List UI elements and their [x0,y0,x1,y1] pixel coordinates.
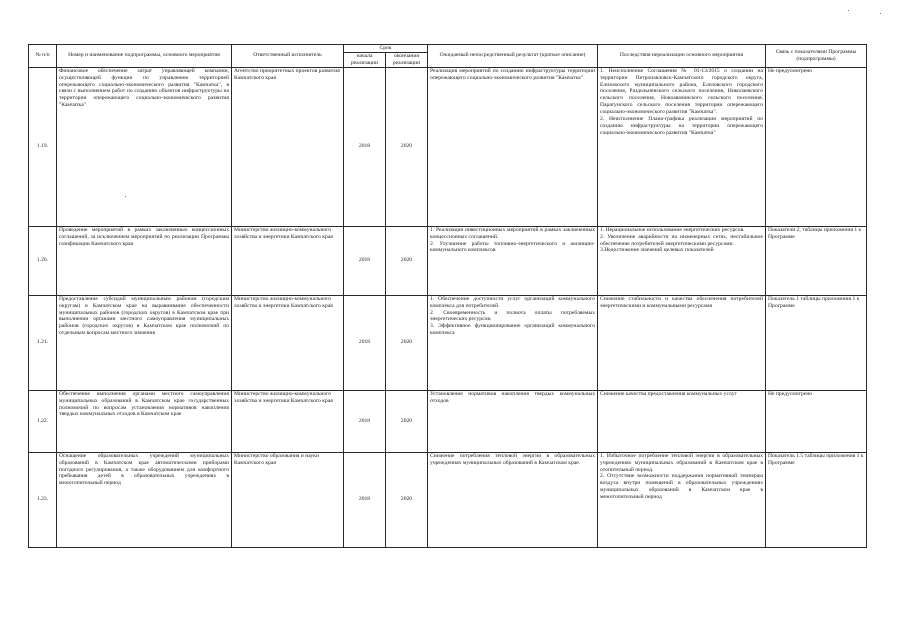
scan-speck [848,10,849,11]
col-header-num: № п/п [29,45,57,68]
row-number: 1.19. [29,67,57,226]
responsible-executor: Министерство жилищно-коммунального хозяйства и энергетики Камчатского края [232,226,344,295]
consequence-item: 1. Неисполнение Соглашения № 01-13/2015 о создании на территории Петропавловск-Камчатского городского округа, Елизовского муниципального района, Елизовского городского поселения, Раздольненского сельского поселения, Николаевского сельского поселения, Новоавачинского сельского поселения, Паратунского сельского поселения территории опережающего социально-экономического развития "Камчатка". [600,67,764,116]
result-item: 1. Реализация инвестиционных мероприятий в рамках заключенных концессионных соглашений. [430,226,596,240]
responsible-executor: Министерство жилищно-коммунального хозяйства и энергетики Камчатского края [232,295,344,390]
consequence-cell: Снижение стабильности и качества обеспечения потребителей энергетическими и коммунальными ресурсами [598,295,766,390]
table-row [29,67,867,226]
expected-result: Реализация мероприятий по созданию инфраструктуры территории опережающего социально-экономического развития "Камчатка" [428,67,598,226]
end-year: 2020 [386,67,428,226]
result-item: 2. Улучшение работы топливно-энергетического и жилищно-коммунального комплексов [430,240,596,254]
start-year: 2018 [344,226,386,295]
indicator-link: Показатели 2, таблицы приложения 1 к Программе [766,226,867,295]
col-header-link: Связь с показателями Программы (подпрограммы) [766,45,867,68]
consequence-item: 1. Нерациональное использование энергетических ресурсов. [600,226,745,233]
indicator-link: Не предусмотрено [766,67,867,226]
end-year: 2020 [386,452,428,547]
col-header-name: Номер и наименование подпрограммы, основного мероприятия [57,45,232,68]
result-item: 3. Эффективное функционирование организаций коммунального комплекса [430,323,596,337]
scan-speck [880,13,881,14]
expected-result [428,226,598,295]
row-number: 1.20. [29,226,57,295]
consequence-cell [598,67,766,226]
col-header-resp: Ответственный исполнитель [232,45,344,68]
row-number: 1.21. [29,295,57,390]
expected-result: Установление нормативов накопления твердых коммунальных отходов [428,390,598,452]
consequence-item: 1. Избыточное потребление тепловой энергии в образовательных учреждениях муниципальных образований в Камчатском крае в отопительный период. [600,452,764,473]
start-year: 2018 [344,67,386,226]
end-year: 2020 [386,295,428,390]
table-row [29,226,867,295]
consequence-item: 2. Отсутствие возможности поддержания нормативной темпераы воздуха внутри помещений в образовательных учреждениях муниципальных образований в Камчатском крае в межотопительный период [600,473,764,501]
responsible-executor: Министерство жилищно-коммунального хозяйства и энергетики Камчатского края [232,390,344,452]
measure-name: Проведение мероприятий в рамках заключенных концессионных соглашений, за исключением мероприятий по реализации Программы газификации Камчатского края [57,226,232,295]
responsible-executor: Агентство приоритетных проектов развития Камчатского края [232,67,344,226]
start-year: 2018 [344,295,386,390]
consequence-item: 2. Неисполнение Плана-графика реализации мероприятий по созданию инфраструктуры на территории опережающего социально-экономического развития "Камчатка" [600,116,764,136]
col-header-consequence: Последствия нереализации основного мероприятия [598,45,766,68]
consequence-cell [598,226,766,295]
consequence-item: 3.Недостижение значений целевых показателей [600,247,714,254]
header-row [29,45,867,53]
start-year: 2018 [344,452,386,547]
result-item: 1. Обеспечение доступности услуг организаций коммунального комплекса для потребителей. [430,295,596,309]
start-year: 2018 [344,390,386,452]
table-row [29,452,867,547]
table-row [29,390,867,452]
col-header-start: начала реализации [344,52,386,67]
result-item: 2. Своевременность и полнота оплаты потребляемых энергетических ресурсов. [430,309,596,323]
consequence-cell [598,452,766,547]
responsible-executor: Министерство образования и науки Камчатского края [232,452,344,547]
measure-name: Обеспечение выполнения органами местного самоуправления муниципальных образований в Камчатском крае государственных полномочий по вопросам установления нормативов накопления твердых коммунальных отходов в Камчатском крае [57,390,232,452]
consequence-cell: Снижение качества предоставления коммунальных услуг [598,390,766,452]
end-year: 2020 [386,390,428,452]
measure-name: Оснащение образовательных учреждений муниципальных образований в Камчатском крае автоматическими приборами погодного регулирования, а также оборудованием для комфортного пребывания детей в образовательных учреждениях в межотопительный период [57,452,232,547]
expected-result: Снижение потребления тепловой энергии в образовательных учреждениях муниципальных образований в Камчатском крае. [428,452,598,547]
col-header-term: Срок [344,45,428,53]
col-header-result: Ожидаемый непосредственный результат (краткое описание) [428,45,598,68]
measure-name: Финансовое обеспечение затрат управляющей компании, осуществляющей функции по управлению территорией опережающего социально-экономического развития "Камчатка", в связи с выполнением работ по созданию объектов инфраструктуры на территории опережающего социально-экономического развития "Камчатка" [57,67,232,226]
table-row [29,295,867,390]
col-header-end: окончания реализации [386,52,428,67]
measures-table [28,44,867,548]
consequence-item: 2. Увеличение аварийности на инженерных сетях, нестабильное обеспечение потребителей энергетическими ресурсами. [600,233,764,247]
measure-name: Предоставление субсидий муниципальным районам (городским округам) в Камчатском крае на выравнивание обеспеченности муниципальных районов (городских округов) в Камчатском крае при выполнении органами местного самоуправления муниципальных районов (городских округов) в Камчатском крае полномочий по отдельным вопросам местного значения [57,295,232,390]
indicator-link: Показатель 1 таблицы приложения 1 к Программе [766,295,867,390]
row-number: 1.23. [29,452,57,547]
row-number: 1.22. [29,390,57,452]
expected-result [428,295,598,390]
indicator-link: Показатель 1.5 таблицы приложения 1 к Программе [766,452,867,547]
indicator-link: Не предусмотрено [766,390,867,452]
end-year: 2020 [386,226,428,295]
